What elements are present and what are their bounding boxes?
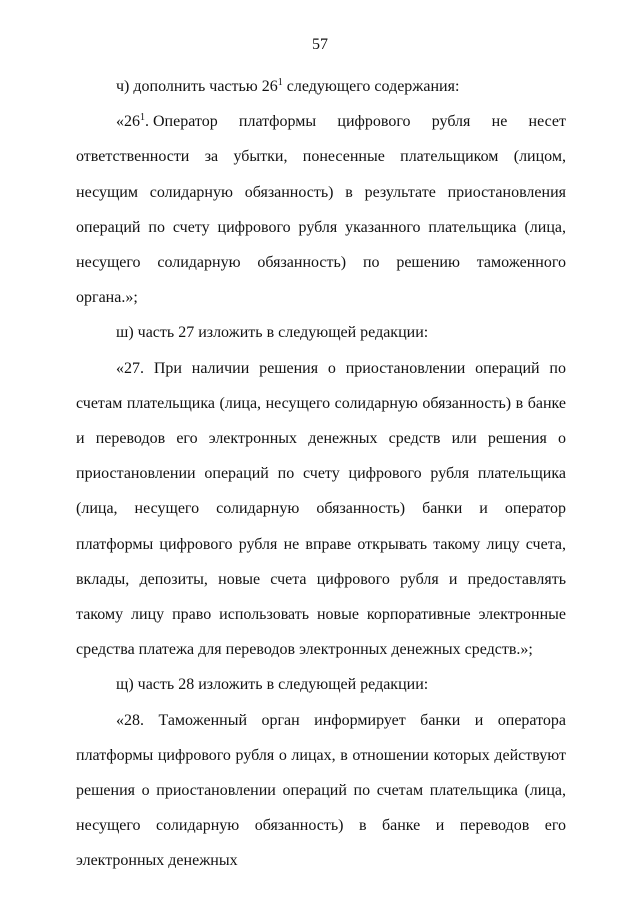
- part-26-1-number: «26: [116, 113, 140, 131]
- part-26-1-first-line: [76, 104, 566, 139]
- part-26-1-word: цифрового: [337, 113, 411, 131]
- item-ch-text-end: следующего содержания:: [282, 78, 460, 95]
- part-26-1-heading: [116, 104, 218, 139]
- part-26-1-word: рубля: [431, 113, 471, 131]
- part-26-1-word: несет: [528, 113, 566, 131]
- item-ch-text: ч) дополнить частью 26: [116, 78, 278, 95]
- document-body: [76, 69, 566, 879]
- part-28-text: «28. Таможенный орган информирует банки и оператора платформы цифрового рубля о лицах, в отношении которых действуют решения о приостановлении операций по счетам плательщика (лица, несущего солидарную обязанность) в банке и переводов его электронных денежных: [76, 711, 566, 870]
- part-26-1-word: не: [491, 113, 508, 131]
- item-shch: щ) часть 28 изложить в следующей редакции:: [116, 676, 429, 694]
- part-26-1-word: . Оператор: [145, 113, 218, 131]
- page-number: 57: [312, 36, 328, 53]
- item-ch-superscript: 1: [277, 77, 283, 88]
- part-27-text: «27. При наличии решения о приостановлении операций по счетам плательщика (лица, несущего солидарную обязанность) в банке и переводов его электронных денежных средств или решения о приостановлении операций по счету цифрового рубля плательщика (лица, несущего солидарную обязанность) банки и оператор платформы цифрового рубля не вправе открывать такому лицу счета, вклады, депозиты, новые счета цифрового рубля и предоставлять такому лицу право использовать новые корпоративные электронные средства платежа для переводов электронных денежных средств.»;: [76, 359, 566, 659]
- item-sh: ш) часть 27 изложить в следующей редакции:: [116, 324, 429, 342]
- part-26-1-superscript: 1: [140, 112, 145, 124]
- item-ch: [76, 69, 566, 104]
- part-26-1-word: платформы: [238, 113, 317, 131]
- part-26-1-text: ответственности за убытки, понесенные плательщиком (лицом, несущим солидарную обязанность) в результате приостановления операций по счету цифрового рубля указанного плательщика (лица, несущего солидарную обязанность) по решению таможенного органа.»;: [76, 148, 566, 307]
